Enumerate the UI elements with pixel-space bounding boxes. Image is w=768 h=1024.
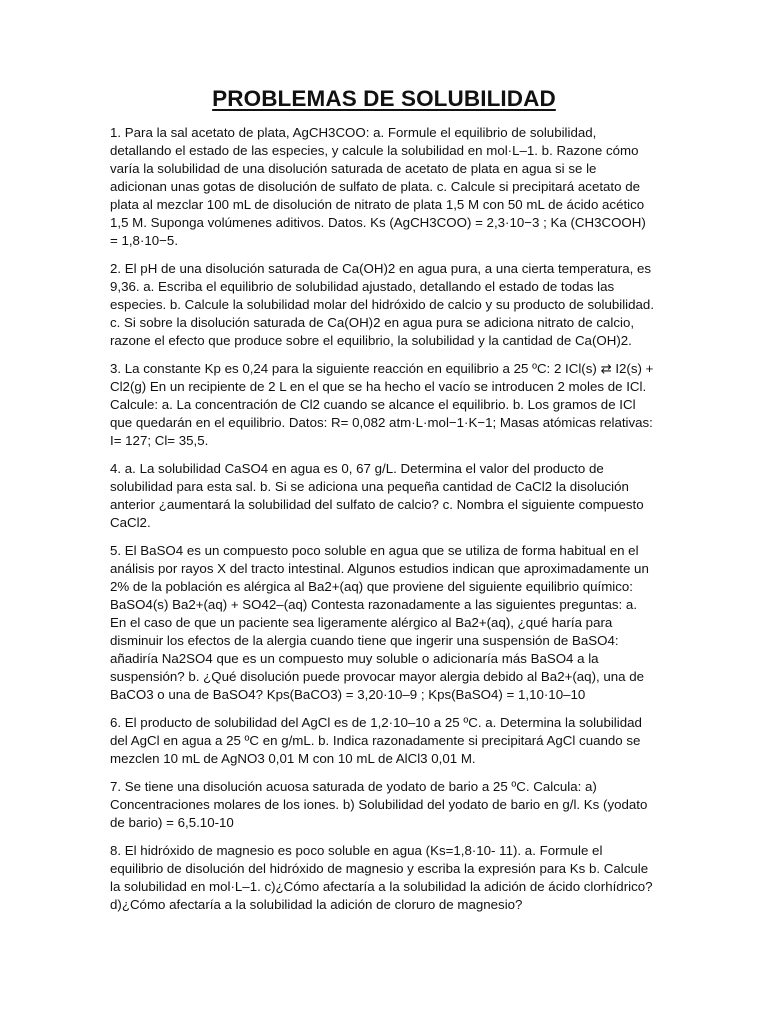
problem-3: 3. La constante Kp es 0,24 para la siguiente reacción en equilibrio a 25 ºC: 2 ICl(s) ⇄ I2(s) + Cl2(g) En un recipiente de 2 L en el que se ha hecho el vacío se introducen 2 moles de ICl. Calcule: a. La concentración de Cl2 cuando se alcance el equilibrio. b. Los gramos de ICl que quedarán en el equilibrio. Datos: R= 0,082 atm·L·mol−1·K−1; Masas atómicas relativas: I= 127; Cl= 35,5. <box>110 361 654 448</box>
problem-5: 5. El BaSO4 es un compuesto poco soluble en agua que se utiliza de forma habitual en el análisis por rayos X del tracto intestinal. Algunos estudios indican que aproximadamente un 2% de la población es alérgica al Ba2+(aq) que proviene del siguiente equilibrio químico: BaSO4(s) Ba2+(aq) + SO42–(aq) Contesta razonadamente a las siguientes preguntas: a. En el caso de que un paciente sea ligeramente alérgico al Ba2+(aq), ¿qué haría para disminuir los efectos de la alergia cuando tiene que ingerir una suspensión de BaSO4: añadiría Na2SO4 que es un compuesto muy soluble o adicionaría más BaSO4 a la suspensión? b. ¿Qué disolución puede provocar mayor alergia debido al Ba2+(aq), una de BaCO3 o una de BaSO4? Kps(BaCO3) = 3,20·10–9 ; Kps(BaSO4) = 1,10·10–10 <box>110 543 649 702</box>
problem-1: 1. Para la sal acetato de plata, AgCH3COO: a. Formule el equilibrio de solubilidad, detallando el estado de las especies, y calcule la solubilidad en mol·L–1. b. Razone cómo varía la solubilidad de una disolución saturada de acetato de plata en agua si se le adicionan unas gotas de disolución de sulfato de plata. c. Calcule si precipitará acetato de plata al mezclar 100 mL de disolución de nitrato de plata 1,5 M con 50 mL de ácido acético 1,5 M. Suponga volúmenes aditivos. Datos. Ks (AgCH3COO) = 2,3·10−3 ; Ka (CH3COOH) = 1,8·10−5. <box>110 125 646 248</box>
problem-7: 7. Se tiene una disolución acuosa saturada de yodato de bario a 25 ºC. Calcula: a) Concentraciones molares de los iones. b) Solubilidad del yodato de bario en g/l. Ks (yodato de bario) = 6,5.10-10 <box>110 779 648 830</box>
problem-list <box>110 124 654 924</box>
document-title: PROBLEMAS DE SOLUBILIDAD <box>212 86 556 111</box>
problem-6: 6. El producto de solubilidad del AgCl es de 1,2·10–10 a 25 ºC. a. Determina la solubilidad del AgCl en agua a 25 ºC en g/mL. b. Indica razonadamente si precipitará AgCl cuando se mezclen 10 mL de AgNO3 0,01 M con 10 mL de AlCl3 0,01 M. <box>110 715 642 766</box>
problem-8: 8. El hidróxido de magnesio es poco soluble en agua (Ks=1,8·10- 11). a. Formule el equilibrio de disolución del hidróxido de magnesio y escriba la expresión para Ks b. Calcule la solubilidad en mol·L–1. c)¿Cómo afectaría a la solubilidad la adición de ácido clorhídrico? d)¿Cómo afectaría a la solubilidad la adición de cloruro de magnesio? <box>110 843 653 912</box>
problem-4: 4. a. La solubilidad CaSO4 en agua es 0, 67 g/L. Determina el valor del producto de solubilidad para esta sal. b. Si se adiciona una pequeña cantidad de CaCl2 la disolución anterior ¿aumentará la solubilidad del sulfato de calcio? c. Nombra el siguiente compuesto CaCl2. <box>110 461 644 530</box>
problem-2: 2. El pH de una disolución saturada de Ca(OH)2 en agua pura, a una cierta temperatura, es 9,36. a. Escriba el equilibrio de solubilidad ajustado, detallando el estado de todas las especies. b. Calcule la solubilidad molar del hidróxido de calcio y su producto de solubilidad. c. Si sobre la disolución saturada de Ca(OH)2 en agua pura se adiciona nitrato de calcio, razone el efecto que produce sobre el equilibrio, la solubilidad y la cantidad de Ca(OH)2. <box>110 261 655 348</box>
